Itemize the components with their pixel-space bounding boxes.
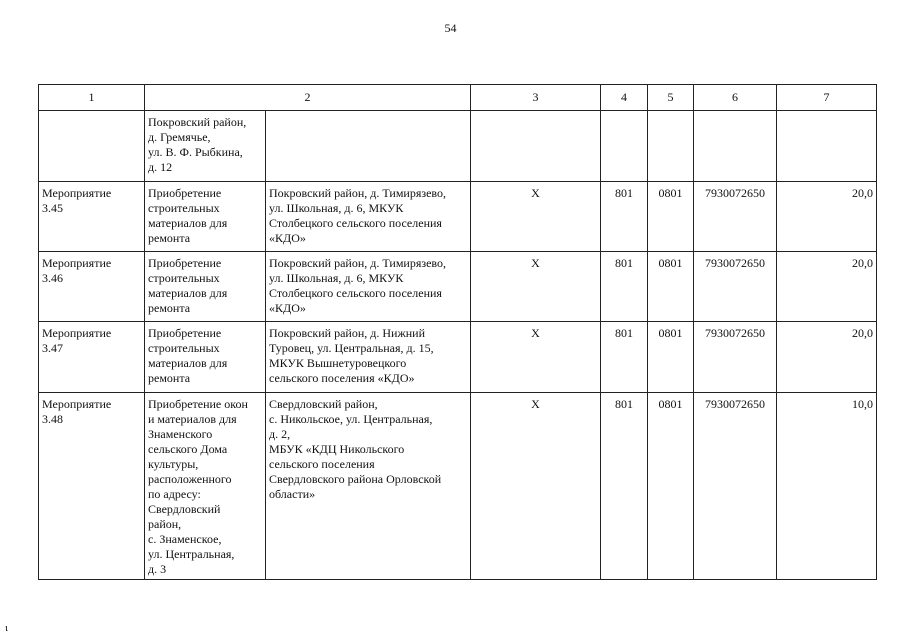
cell-event-name: Покровский район, д. Гремячье, ул. В. Ф. Рыбкина, д. 12 (145, 111, 266, 182)
cell-col-3: Х (471, 182, 601, 252)
cell-event-id: Мероприятие 3.47 (39, 322, 145, 393)
cell-col-6: 7930072650 (694, 182, 777, 252)
header-col-2: 2 (145, 85, 471, 111)
table-row (39, 322, 877, 393)
cell-col-6: 7930072650 (694, 393, 777, 580)
cell-address: Покровский район, д. Тимирязево, ул. Школьная, д. 6, МКУК Столбецкого сельского поселения «КДО» (266, 182, 471, 252)
scan-artifact-mark: ι (5, 622, 8, 634)
header-col-4: 4 (601, 85, 648, 111)
cell-col-5: 0801 (648, 182, 694, 252)
cell-col-4 (601, 111, 648, 182)
cell-col-5: 0801 (648, 322, 694, 393)
cell-address: Покровский район, д. Нижний Туровец, ул. Центральная, д. 15, МКУК Вышнетуровецкого сельского поселения «КДО» (266, 322, 471, 393)
cell-col-4: 801 (601, 252, 648, 322)
table-row (39, 393, 877, 580)
cell-col-7: 20,0 (777, 252, 877, 322)
cell-col-6: 7930072650 (694, 252, 777, 322)
cell-event-id (39, 111, 145, 182)
page-number: 54 (444, 21, 457, 35)
header-col-3: 3 (471, 85, 601, 111)
cell-address: Покровский район, д. Тимирязево, ул. Школьная, д. 6, МКУК Столбецкого сельского поселения «КДО» (266, 252, 471, 322)
table-header-row (39, 85, 877, 111)
cell-event-name: Приобретение строительных материалов для ремонта (145, 182, 266, 252)
header-col-1: 1 (39, 85, 145, 111)
cell-col-4: 801 (601, 322, 648, 393)
header-col-5: 5 (648, 85, 694, 111)
table-row (39, 252, 877, 322)
cell-col-5: 0801 (648, 252, 694, 322)
cell-col-3: Х (471, 393, 601, 580)
cell-address (266, 111, 471, 182)
cell-col-7: 10,0 (777, 393, 877, 580)
cell-col-3: Х (471, 252, 601, 322)
cell-event-name: Приобретение строительных материалов для ремонта (145, 322, 266, 393)
cell-col-4: 801 (601, 393, 648, 580)
cell-col-3 (471, 111, 601, 182)
table-row (39, 111, 877, 182)
cell-col-5: 0801 (648, 393, 694, 580)
header-col-6: 6 (694, 85, 777, 111)
cell-event-name: Приобретение строительных материалов для ремонта (145, 252, 266, 322)
cell-col-3: Х (471, 322, 601, 393)
table-row (39, 182, 877, 252)
cell-col-7: 20,0 (777, 182, 877, 252)
cell-event-id: Мероприятие 3.48 (39, 393, 145, 580)
cell-col-6: 7930072650 (694, 322, 777, 393)
cell-event-name: Приобретение окон и материалов для Знаменского сельского Дома культуры, расположенного по адресу: Свердловский район, с. Знаменское, ул. Центральная, д. 3 (145, 393, 266, 580)
cell-col-6 (694, 111, 777, 182)
cell-event-id: Мероприятие 3.45 (39, 182, 145, 252)
cell-col-7: 20,0 (777, 322, 877, 393)
cell-event-id: Мероприятие 3.46 (39, 252, 145, 322)
cell-col-7 (777, 111, 877, 182)
cell-col-4: 801 (601, 182, 648, 252)
cell-address: Свердловский район, с. Никольское, ул. Центральная, д. 2, МБУК «КДЦ Никольского сельского поселения Свердловского района Орловской области» (266, 393, 471, 580)
header-col-7: 7 (777, 85, 877, 111)
budget-table (38, 84, 877, 580)
cell-col-5 (648, 111, 694, 182)
